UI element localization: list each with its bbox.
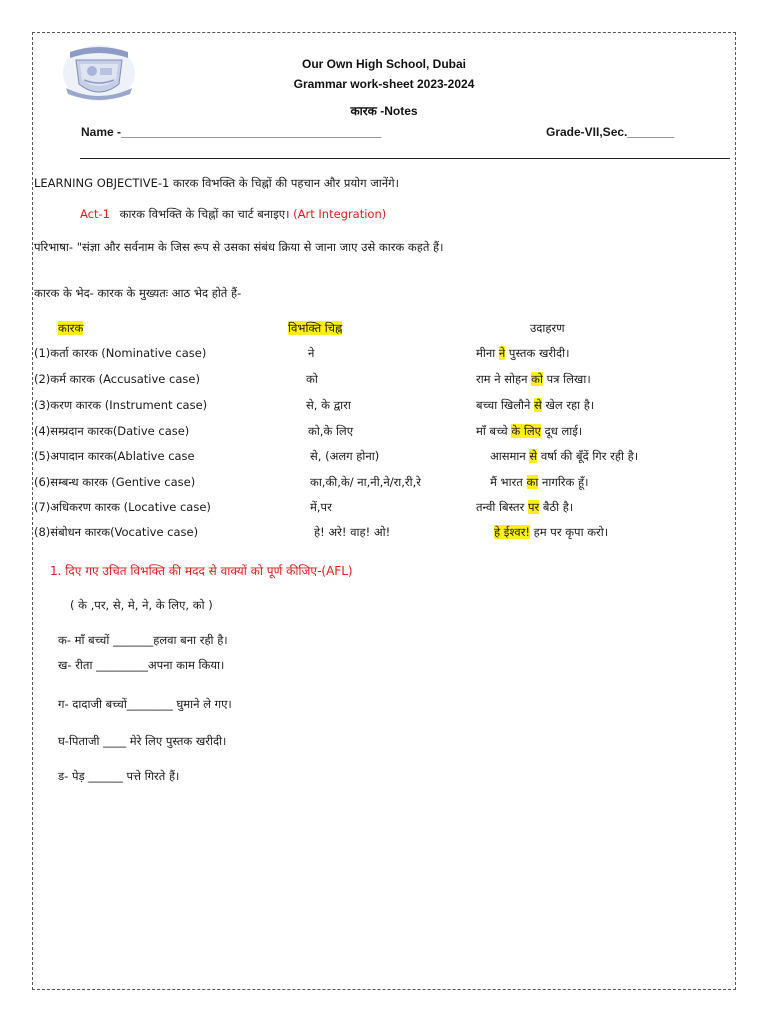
topic-title: कारक -Notes — [350, 104, 418, 118]
name-field: Name -_______________________________________ — [81, 125, 382, 139]
example-row-7: तन्वी बिस्तर पर बैठी है। — [476, 500, 574, 514]
school-crest-icon — [62, 44, 136, 102]
worksheet-title: Grammar work-sheet 2023-2024 — [293, 77, 475, 91]
exercise-item-ka: क- माँ बच्चों _______हलवा बना रही है। — [58, 633, 228, 647]
karak-row-7: (7)अधिकरण कारक (Locative case) — [34, 500, 211, 514]
exercise-item-kha: ख- रीता _________अपना काम किया। — [58, 658, 225, 672]
types-intro: कारक के भेद- कारक के मुख्यतः आठ भेद होते हैं- — [34, 286, 242, 300]
activity-integration: (Art Integration) — [293, 207, 387, 221]
activity-label: Act-1 — [80, 207, 110, 221]
karak-row-8: (8)संबोधन कारक(Vocative case) — [34, 525, 199, 539]
school-name: Our Own High School, Dubai — [302, 57, 466, 71]
karak-row-4: (4)सम्प्रदान कारक(Dative case) — [34, 424, 190, 438]
exercise-item-da: ड- पेड़ ______ पत्ते गिरते हैं। — [58, 769, 180, 783]
activity-line — [80, 207, 386, 222]
example-row-3: बच्चा खिलौने से खेल रहा है। — [476, 398, 595, 412]
vibhakti-row-4: को,के लिए — [308, 424, 354, 438]
example-row-5: आसमान से वर्षा की बूँदें गिर रही है। — [490, 449, 639, 463]
karak-row-3: (3)करण कारक (Instrument case) — [34, 398, 208, 412]
header-divider — [80, 158, 730, 159]
vibhakti-row-8: हे! अरे! वाह! ओ! — [314, 525, 391, 539]
exercise-item-gha: घ-पिताजी ____ मेरे लिए पुस्तक खरीदी। — [58, 734, 227, 748]
example-row-1: मीना ने पुस्तक खरीदी। — [476, 346, 570, 360]
example-row-8: हे ईश्वर! हम पर कृपा करो। — [494, 525, 609, 539]
vibhakti-row-3: से, के द्वारा — [306, 398, 351, 412]
header-udaharan: उदाहरण — [530, 321, 565, 335]
grade-field: Grade-VII,Sec._______ — [546, 125, 675, 139]
definition: परिभाषा- "संज्ञा और सर्वनाम के जिस रूप से उसका संबंध क्रिया से जाना जाए उसे कारक कहते हैं। — [34, 240, 444, 254]
vibhakti-row-1: ने — [308, 346, 315, 360]
example-row-4: माँ बच्चे के लिए दूध लाई। — [476, 424, 583, 438]
karak-row-1: (1)कर्ता कारक (Nominative case) — [34, 346, 207, 360]
exercise-title: 1. दिए गए उचित विभक्ति की मदद से वाक्यों को पूर्ण कीजिए-(AFL) — [50, 564, 353, 578]
exercise-options: ( के ,पर, से, मे, ने, के लिए, को ) — [70, 598, 213, 612]
activity-text: कारक विभक्ति के चिह्नों का चार्ट बनाइए। — [119, 207, 290, 221]
vibhakti-row-5: से, (अलग होना) — [310, 449, 380, 463]
example-row-6: मैं भारत का नागरिक हूँ। — [490, 475, 589, 489]
vibhakti-row-7: में,पर — [310, 500, 332, 514]
exercise-item-ga: ग- दादाजी बच्चों________ घुमाने ले गए। — [58, 697, 232, 711]
header-vibhakti: विभक्ति चिह्न — [288, 321, 343, 335]
vibhakti-row-6: का,की,के/ ना,नी,ने/रा,री,रे — [310, 475, 421, 489]
example-row-2: राम ने सोहन को पत्र लिखा। — [476, 372, 591, 386]
header-karak: कारक — [58, 321, 84, 335]
karak-row-5: (5)अपादान कारक(Ablative case — [34, 449, 195, 463]
karak-row-2: (2)कर्म कारक (Accusative case) — [34, 372, 200, 386]
vibhakti-row-2: को — [306, 372, 318, 386]
karak-row-6: (6)सम्बन्ध कारक (Gentive case) — [34, 475, 196, 489]
learning-objective: LEARNING OBJECTIVE-1 कारक विभक्ति के चिह्नों की पहचान और प्रयोग जानेंगे। — [34, 176, 399, 190]
